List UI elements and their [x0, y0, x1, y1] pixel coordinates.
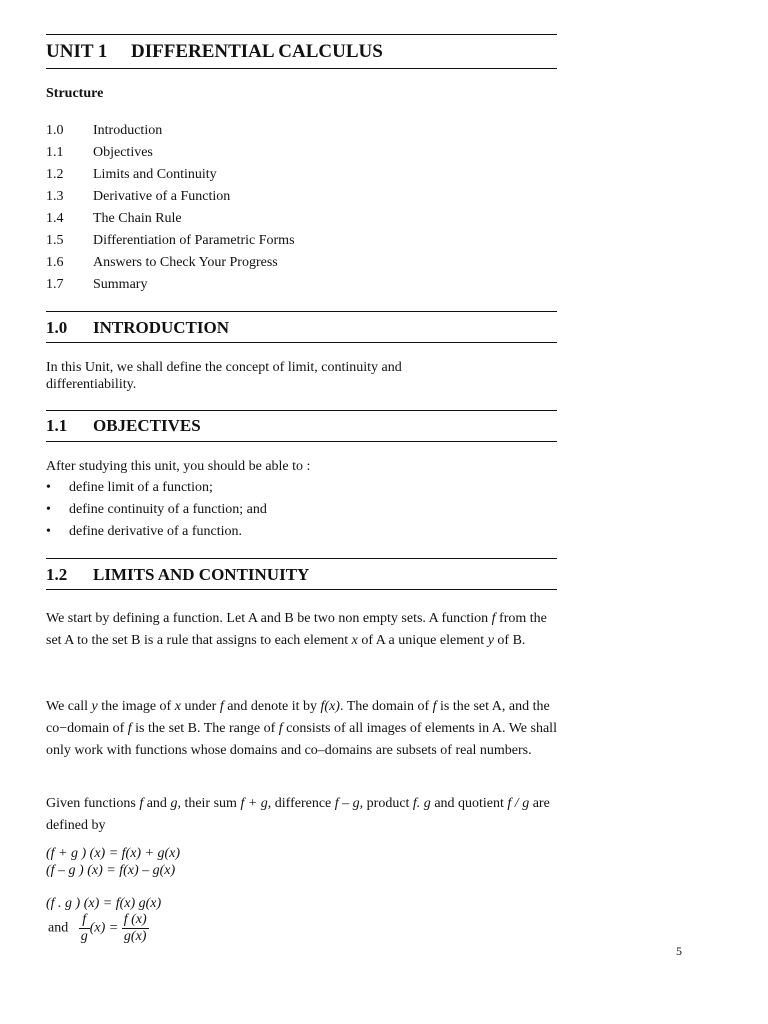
objectives-list — [46, 479, 267, 545]
unit-heading-top-rule — [46, 34, 557, 35]
list-item — [46, 501, 267, 523]
limits-heading-bottom-rule — [46, 589, 557, 590]
section-heading-introduction — [46, 318, 229, 338]
formula-sum: (f + g ) (x) = f(x) + g(x) — [46, 846, 181, 861]
objectives-lead: After studying this unit, you should be able to : — [46, 459, 311, 474]
page-number: 5 — [676, 944, 682, 958]
list-item-text: define derivative of a function. — [69, 524, 242, 539]
bullet: • — [46, 502, 51, 517]
bullet: • — [46, 480, 51, 495]
quotient-fraction-left: $\frac{f}{g}$ — [80, 912, 88, 944]
section-title: LIMITS AND CONTINUITY — [93, 565, 310, 584]
limits-heading-top-rule — [46, 558, 557, 559]
toc-item — [46, 276, 295, 298]
toc-item-label: Differentiation of Parametric Forms — [93, 233, 295, 248]
structure-list — [46, 122, 295, 298]
objectives-heading-bottom-rule — [46, 441, 557, 442]
list-item-text: define continuity of a function; and — [69, 502, 267, 517]
intro-heading-bottom-rule — [46, 342, 557, 343]
section-number: 1.2 — [46, 565, 68, 584]
list-item-text: define limit of a function; — [69, 480, 213, 495]
list-item — [46, 523, 267, 545]
toc-item-label: Summary — [93, 277, 148, 292]
section-number: 1.1 — [46, 416, 68, 435]
toc-item-number: 1.2 — [46, 167, 64, 182]
section-title: INTRODUCTION — [93, 318, 230, 337]
objectives-heading-top-rule — [46, 410, 557, 411]
formula-quotient: and $\frac{f}{g}$ (x) = $\frac{f (x)}{g(x)}$ — [48, 912, 147, 944]
toc-item-number: 1.4 — [46, 211, 64, 226]
toc-item-number: 1.6 — [46, 255, 64, 270]
toc-item-label: Introduction — [93, 123, 163, 138]
limits-paragraph-2: We call y the image of x under f and denote it by f(x). The domain of f is the set A, and the co−domain of f is the set B. The range of f consists of all images of elements in A. We shall only work with functions whose domains and co–domains are subsets of real numbers. — [46, 699, 557, 758]
section-heading-limits — [46, 565, 309, 585]
toc-item — [46, 166, 295, 188]
unit-heading — [46, 41, 383, 63]
toc-item — [46, 210, 295, 232]
formula-product: (f . g ) (x) = f(x) g(x) — [46, 896, 162, 911]
section-title: OBJECTIVES — [93, 416, 201, 435]
toc-item-number: 1.5 — [46, 233, 64, 248]
and-word: and — [48, 920, 69, 936]
bullet: • — [46, 524, 51, 539]
section-heading-objectives — [46, 416, 201, 436]
toc-item-label: Limits and Continuity — [93, 167, 217, 182]
toc-item — [46, 122, 295, 144]
introduction-paragraph: In this Unit, we shall define the concept of limit, continuity and differentiability. — [46, 360, 402, 392]
unit-number: UNIT 1 — [46, 41, 108, 62]
toc-item — [46, 232, 295, 254]
structure-title: Structure — [46, 86, 104, 101]
toc-item-number: 1.1 — [46, 145, 64, 160]
toc-item-number: 1.0 — [46, 123, 64, 138]
section-number: 1.0 — [46, 318, 68, 337]
toc-item-label: Derivative of a Function — [93, 189, 231, 204]
toc-item-label: The Chain Rule — [93, 211, 182, 226]
toc-item — [46, 254, 295, 276]
intro-heading-top-rule — [46, 311, 557, 312]
unit-heading-bottom-rule — [46, 68, 557, 69]
toc-item-number: 1.3 — [46, 189, 64, 204]
toc-item-label: Answers to Check Your Progress — [93, 255, 278, 270]
unit-title: DIFFERENTIAL CALCULUS — [131, 41, 383, 62]
toc-item — [46, 188, 295, 210]
limits-paragraph-3: Given functions f and g, their sum f + g, difference f – g, product f. g and quotient f / g are defined by — [46, 796, 550, 833]
quotient-fraction-right: $\frac{f (x)}{g(x)}$ — [123, 912, 147, 944]
toc-item-number: 1.7 — [46, 277, 64, 292]
toc-item-label: Objectives — [93, 145, 153, 160]
toc-item — [46, 144, 295, 166]
list-item — [46, 479, 267, 501]
formula-difference: (f – g ) (x) = f(x) – g(x) — [46, 863, 176, 878]
limits-paragraph-1: We start by defining a function. Let A and B be two non empty sets. A function f from the set A to the set B is a rule that assigns to each element x of A a unique element y of B. — [46, 611, 547, 648]
